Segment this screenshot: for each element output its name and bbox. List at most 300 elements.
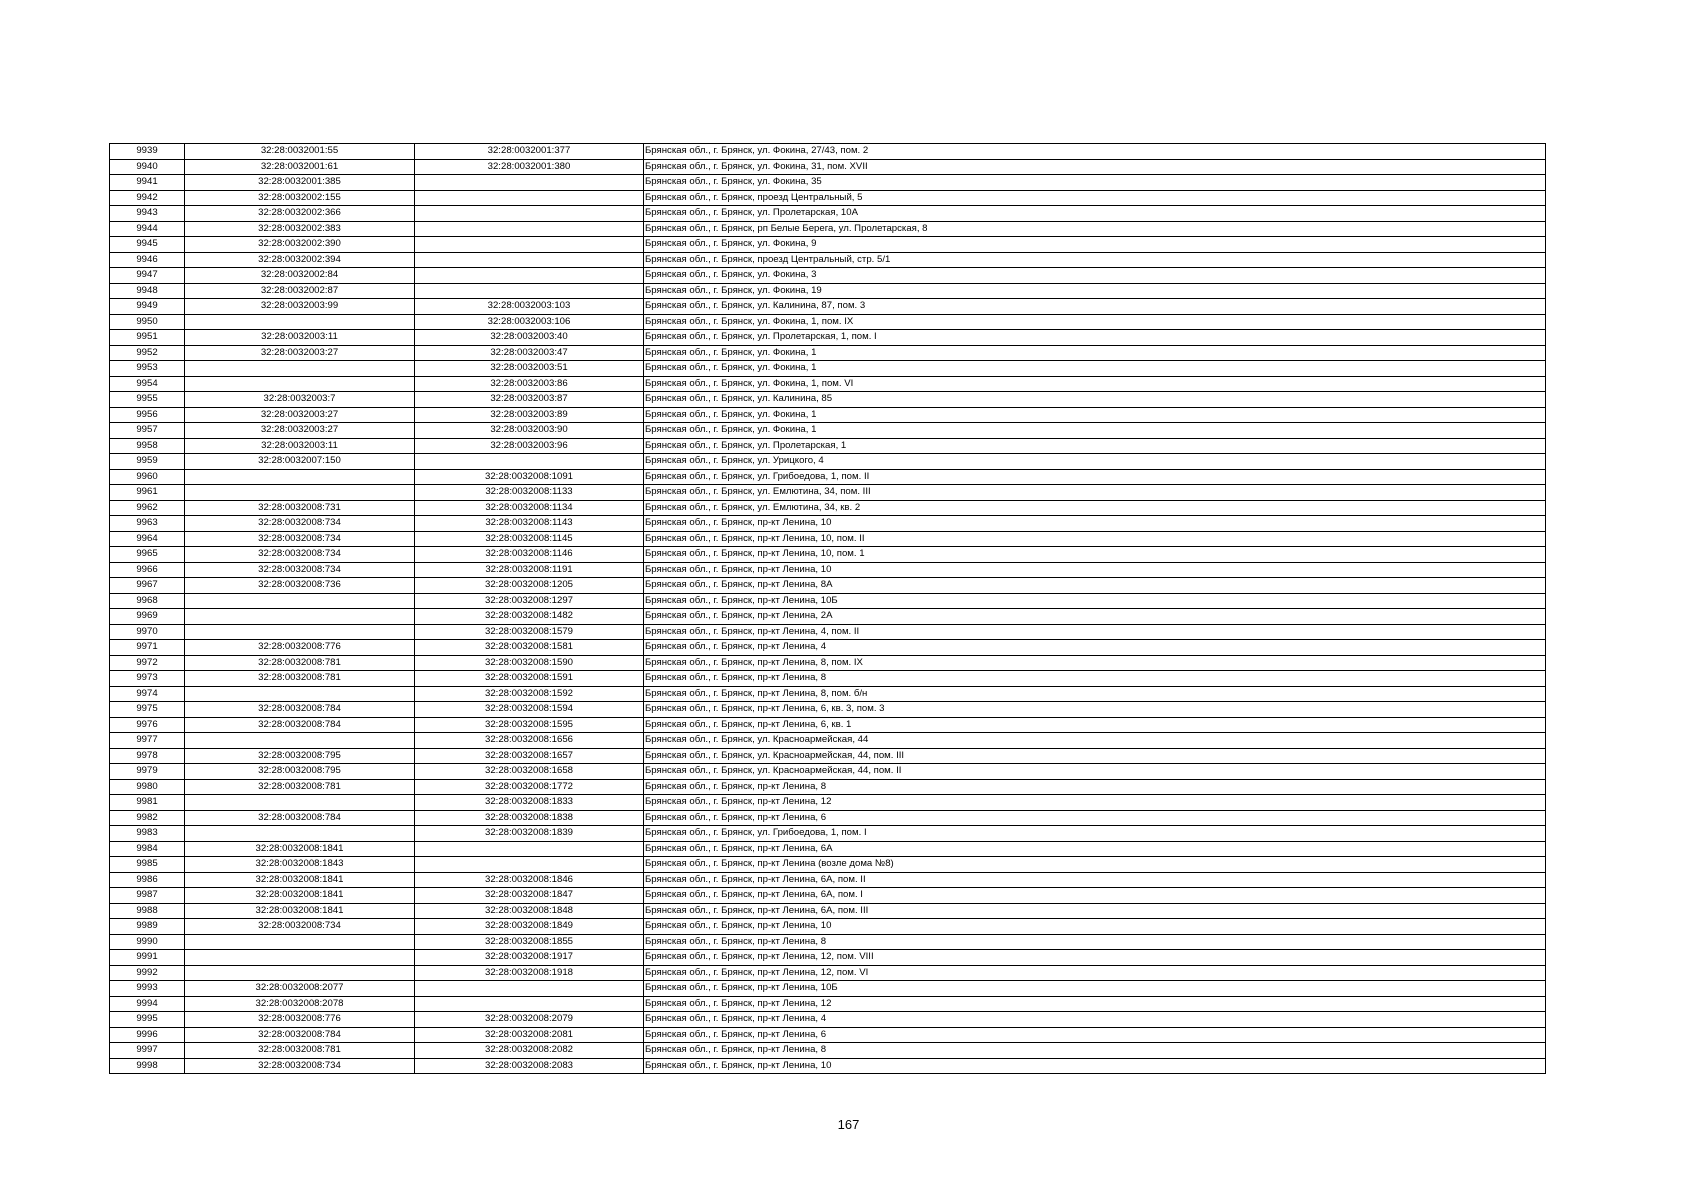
object-cadastral-number-cell: 32:28:0032001:377 [415,144,644,160]
object-cadastral-number-cell [415,857,644,873]
object-cadastral-number-cell: 32:28:0032008:1917 [415,950,644,966]
address-cell: Брянская обл., г. Брянск, пр-кт Ленина, 10 [644,1058,1546,1074]
parent-cadastral-number-cell [185,314,415,330]
address-cell: Брянская обл., г. Брянск, ул. Фокина, 1, пом. VI [644,376,1546,392]
object-cadastral-number-cell: 32:28:0032008:1143 [415,516,644,532]
address-cell: Брянская обл., г. Брянск, пр-кт Ленина (возле дома №8) [644,857,1546,873]
address-cell: Брянская обл., г. Брянск, ул. Красноармейская, 44, пом. III [644,748,1546,764]
table-row [110,888,1546,904]
parent-cadastral-number-cell: 32:28:0032008:1843 [185,857,415,873]
table-row [110,237,1546,253]
row-number-cell: 9978 [110,748,185,764]
object-cadastral-number-cell: 32:28:0032008:1145 [415,531,644,547]
address-cell: Брянская обл., г. Брянск, пр-кт Ленина, 6, кв. 1 [644,717,1546,733]
parent-cadastral-number-cell: 32:28:0032001:55 [185,144,415,160]
row-number-cell: 9966 [110,562,185,578]
parent-cadastral-number-cell [185,624,415,640]
table-row [110,485,1546,501]
table-row [110,531,1546,547]
object-cadastral-number-cell: 32:28:0032008:1133 [415,485,644,501]
object-cadastral-number-cell: 32:28:0032008:1581 [415,640,644,656]
table-row [110,175,1546,191]
table-row [110,361,1546,377]
address-cell: Брянская обл., г. Брянск, ул. Фокина, 1, пом. IX [644,314,1546,330]
object-cadastral-number-cell: 32:28:0032008:1482 [415,609,644,625]
table-row [110,996,1546,1012]
address-cell: Брянская обл., г. Брянск, пр-кт Ленина, 10Б [644,981,1546,997]
row-number-cell: 9942 [110,190,185,206]
row-number-cell: 9962 [110,500,185,516]
row-number-cell: 9961 [110,485,185,501]
address-cell: Брянская обл., г. Брянск, пр-кт Ленина, 10 [644,919,1546,935]
parent-cadastral-number-cell [185,950,415,966]
row-number-cell: 9974 [110,686,185,702]
table-row [110,283,1546,299]
table-row [110,206,1546,222]
table-row [110,764,1546,780]
parent-cadastral-number-cell: 32:28:0032008:734 [185,562,415,578]
address-cell: Брянская обл., г. Брянск, пр-кт Ленина, 12 [644,996,1546,1012]
row-number-cell: 9996 [110,1027,185,1043]
table-row [110,438,1546,454]
row-number-cell: 9990 [110,934,185,950]
address-cell: Брянская обл., г. Брянск, ул. Фокина, 1 [644,423,1546,439]
table-row [110,655,1546,671]
address-cell: Брянская обл., г. Брянск, пр-кт Ленина, 4 [644,1012,1546,1028]
object-cadastral-number-cell: 32:28:0032001:380 [415,159,644,175]
table-row [110,190,1546,206]
parent-cadastral-number-cell [185,686,415,702]
row-number-cell: 9977 [110,733,185,749]
row-number-cell: 9952 [110,345,185,361]
parent-cadastral-number-cell [185,609,415,625]
object-cadastral-number-cell: 32:28:0032003:103 [415,299,644,315]
row-number-cell: 9957 [110,423,185,439]
parent-cadastral-number-cell: 32:28:0032002:383 [185,221,415,237]
table-row [110,1058,1546,1074]
table-row [110,965,1546,981]
row-number-cell: 9951 [110,330,185,346]
table-row [110,702,1546,718]
table-row [110,392,1546,408]
row-number-cell: 9945 [110,237,185,253]
address-cell: Брянская обл., г. Брянск, ул. Фокина, 27/43, пом. 2 [644,144,1546,160]
parent-cadastral-number-cell: 32:28:0032008:1841 [185,872,415,888]
address-cell: Брянская обл., г. Брянск, пр-кт Ленина, 10, пом. 1 [644,547,1546,563]
address-cell: Брянская обл., г. Брянск, ул. Пролетарская, 1, пом. I [644,330,1546,346]
object-cadastral-number-cell: 32:28:0032008:1855 [415,934,644,950]
object-cadastral-number-cell [415,221,644,237]
object-cadastral-number-cell: 32:28:0032008:2081 [415,1027,644,1043]
table-row [110,268,1546,284]
address-cell: Брянская обл., г. Брянск, пр-кт Ленина, 6А, пом. I [644,888,1546,904]
parent-cadastral-number-cell: 32:28:0032003:7 [185,392,415,408]
object-cadastral-number-cell: 32:28:0032008:1205 [415,578,644,594]
address-cell: Брянская обл., г. Брянск, пр-кт Ленина, 4 [644,640,1546,656]
parent-cadastral-number-cell: 32:28:0032008:795 [185,764,415,780]
address-cell: Брянская обл., г. Брянск, пр-кт Ленина, 8 [644,934,1546,950]
parent-cadastral-number-cell: 32:28:0032008:781 [185,779,415,795]
parent-cadastral-number-cell: 32:28:0032008:734 [185,516,415,532]
object-cadastral-number-cell [415,841,644,857]
address-cell: Брянская обл., г. Брянск, ул. Фокина, 1 [644,407,1546,423]
row-number-cell: 9949 [110,299,185,315]
parent-cadastral-number-cell: 32:28:0032008:2078 [185,996,415,1012]
parent-cadastral-number-cell: 32:28:0032008:1841 [185,903,415,919]
parent-cadastral-number-cell: 32:28:0032003:27 [185,345,415,361]
table-row [110,640,1546,656]
table-row [110,330,1546,346]
object-cadastral-number-cell: 32:28:0032008:1297 [415,593,644,609]
object-cadastral-number-cell: 32:28:0032003:96 [415,438,644,454]
object-cadastral-number-cell [415,996,644,1012]
object-cadastral-number-cell [415,252,644,268]
row-number-cell: 9985 [110,857,185,873]
row-number-cell: 9968 [110,593,185,609]
object-cadastral-number-cell: 32:28:0032008:1579 [415,624,644,640]
object-cadastral-number-cell: 32:28:0032008:1091 [415,469,644,485]
parent-cadastral-number-cell [185,934,415,950]
row-number-cell: 9982 [110,810,185,826]
row-number-cell: 9947 [110,268,185,284]
address-cell: Брянская обл., г. Брянск, пр-кт Ленина, 8, пом. б/н [644,686,1546,702]
address-cell: Брянская обл., г. Брянск, пр-кт Ленина, 6А [644,841,1546,857]
row-number-cell: 9939 [110,144,185,160]
object-cadastral-number-cell: 32:28:0032008:1846 [415,872,644,888]
table-row [110,1027,1546,1043]
row-number-cell: 9958 [110,438,185,454]
address-cell: Брянская обл., г. Брянск, пр-кт Ленина, 10Б [644,593,1546,609]
parent-cadastral-number-cell: 32:28:0032008:795 [185,748,415,764]
row-number-cell: 9980 [110,779,185,795]
row-number-cell: 9987 [110,888,185,904]
address-cell: Брянская обл., г. Брянск, пр-кт Ленина, 12 [644,795,1546,811]
row-number-cell: 9964 [110,531,185,547]
row-number-cell: 9969 [110,609,185,625]
table-row [110,624,1546,640]
object-cadastral-number-cell: 32:28:0032003:87 [415,392,644,408]
object-cadastral-number-cell: 32:28:0032008:1847 [415,888,644,904]
object-cadastral-number-cell: 32:28:0032008:1592 [415,686,644,702]
parent-cadastral-number-cell: 32:28:0032002:87 [185,283,415,299]
row-number-cell: 9975 [110,702,185,718]
object-cadastral-number-cell: 32:28:0032003:51 [415,361,644,377]
address-cell: Брянская обл., г. Брянск, пр-кт Ленина, 12, пом. VI [644,965,1546,981]
address-cell: Брянская обл., г. Брянск, ул. Емлютина, 34, пом. III [644,485,1546,501]
address-cell: Брянская обл., г. Брянск, пр-кт Ленина, 6 [644,1027,1546,1043]
object-cadastral-number-cell [415,237,644,253]
parent-cadastral-number-cell: 32:28:0032008:776 [185,640,415,656]
row-number-cell: 9946 [110,252,185,268]
row-number-cell: 9954 [110,376,185,392]
address-cell: Брянская обл., г. Брянск, рп Белые Берега, ул. Пролетарская, 8 [644,221,1546,237]
address-cell: Брянская обл., г. Брянск, пр-кт Ленина, 12, пом. VIII [644,950,1546,966]
row-number-cell: 9943 [110,206,185,222]
row-number-cell: 9991 [110,950,185,966]
parent-cadastral-number-cell: 32:28:0032008:734 [185,547,415,563]
address-cell: Брянская обл., г. Брянск, ул. Грибоедова, 1, пом. I [644,826,1546,842]
row-number-cell: 9973 [110,671,185,687]
table-row [110,748,1546,764]
row-number-cell: 9940 [110,159,185,175]
row-number-cell: 9956 [110,407,185,423]
row-number-cell: 9959 [110,454,185,470]
object-cadastral-number-cell: 32:28:0032008:1656 [415,733,644,749]
parent-cadastral-number-cell: 32:28:0032008:1841 [185,888,415,904]
object-cadastral-number-cell: 32:28:0032008:2083 [415,1058,644,1074]
parent-cadastral-number-cell: 32:28:0032003:11 [185,438,415,454]
object-cadastral-number-cell: 32:28:0032008:1918 [415,965,644,981]
parent-cadastral-number-cell: 32:28:0032008:736 [185,578,415,594]
row-number-cell: 9955 [110,392,185,408]
parent-cadastral-number-cell [185,733,415,749]
registry-table [109,143,1546,1074]
object-cadastral-number-cell [415,206,644,222]
object-cadastral-number-cell: 32:28:0032003:40 [415,330,644,346]
parent-cadastral-number-cell: 32:28:0032008:784 [185,1027,415,1043]
page-number: 167 [837,1117,860,1132]
table-row [110,221,1546,237]
parent-cadastral-number-cell: 32:28:0032008:731 [185,500,415,516]
row-number-cell: 9950 [110,314,185,330]
object-cadastral-number-cell: 32:28:0032008:1146 [415,547,644,563]
object-cadastral-number-cell: 32:28:0032008:1838 [415,810,644,826]
parent-cadastral-number-cell: 32:28:0032008:776 [185,1012,415,1028]
row-number-cell: 9997 [110,1043,185,1059]
parent-cadastral-number-cell: 32:28:0032001:61 [185,159,415,175]
table-row [110,857,1546,873]
table-row [110,981,1546,997]
object-cadastral-number-cell: 32:28:0032003:86 [415,376,644,392]
table-row [110,686,1546,702]
address-cell: Брянская обл., г. Брянск, ул. Калинина, 87, пом. 3 [644,299,1546,315]
object-cadastral-number-cell: 32:28:0032008:2079 [415,1012,644,1028]
parent-cadastral-number-cell: 32:28:0032008:784 [185,702,415,718]
parent-cadastral-number-cell: 32:28:0032008:734 [185,531,415,547]
parent-cadastral-number-cell: 32:28:0032008:784 [185,810,415,826]
table-row [110,407,1546,423]
parent-cadastral-number-cell [185,826,415,842]
table-row [110,578,1546,594]
address-cell: Брянская обл., г. Брянск, пр-кт Ленина, 8 [644,1043,1546,1059]
object-cadastral-number-cell: 32:28:0032008:1772 [415,779,644,795]
parent-cadastral-number-cell: 32:28:0032002:84 [185,268,415,284]
table-row [110,779,1546,795]
parent-cadastral-number-cell [185,376,415,392]
object-cadastral-number-cell [415,283,644,299]
object-cadastral-number-cell: 32:28:0032003:47 [415,345,644,361]
table-row [110,500,1546,516]
table-row [110,826,1546,842]
address-cell: Брянская обл., г. Брянск, пр-кт Ленина, 10, пом. II [644,531,1546,547]
address-cell: Брянская обл., г. Брянск, ул. Фокина, 9 [644,237,1546,253]
address-cell: Брянская обл., г. Брянск, ул. Фокина, 1 [644,361,1546,377]
object-cadastral-number-cell: 32:28:0032008:1839 [415,826,644,842]
row-number-cell: 9992 [110,965,185,981]
address-cell: Брянская обл., г. Брянск, пр-кт Ленина, 6 [644,810,1546,826]
address-cell: Брянская обл., г. Брянск, ул. Грибоедова, 1, пом. II [644,469,1546,485]
address-cell: Брянская обл., г. Брянск, пр-кт Ленина, 8А [644,578,1546,594]
object-cadastral-number-cell: 32:28:0032003:106 [415,314,644,330]
table-row [110,314,1546,330]
parent-cadastral-number-cell: 32:28:0032008:784 [185,717,415,733]
object-cadastral-number-cell: 32:28:0032008:1658 [415,764,644,780]
parent-cadastral-number-cell: 32:28:0032002:394 [185,252,415,268]
address-cell: Брянская обл., г. Брянск, ул. Красноармейская, 44 [644,733,1546,749]
parent-cadastral-number-cell: 32:28:0032008:781 [185,655,415,671]
row-number-cell: 9995 [110,1012,185,1028]
object-cadastral-number-cell: 32:28:0032003:90 [415,423,644,439]
parent-cadastral-number-cell [185,485,415,501]
row-number-cell: 9960 [110,469,185,485]
parent-cadastral-number-cell: 32:28:0032002:390 [185,237,415,253]
object-cadastral-number-cell: 32:28:0032003:89 [415,407,644,423]
table-row [110,919,1546,935]
address-cell: Брянская обл., г. Брянск, ул. Калинина, 85 [644,392,1546,408]
address-cell: Брянская обл., г. Брянск, ул. Фокина, 1 [644,345,1546,361]
table-row [110,872,1546,888]
table-row [110,562,1546,578]
row-number-cell: 9970 [110,624,185,640]
address-cell: Брянская обл., г. Брянск, ул. Фокина, 31, пом. XVII [644,159,1546,175]
parent-cadastral-number-cell: 32:28:0032008:1841 [185,841,415,857]
row-number-cell: 9953 [110,361,185,377]
parent-cadastral-number-cell: 32:28:0032008:781 [185,1043,415,1059]
row-number-cell: 9984 [110,841,185,857]
parent-cadastral-number-cell [185,965,415,981]
object-cadastral-number-cell: 32:28:0032008:1595 [415,717,644,733]
address-cell: Брянская обл., г. Брянск, ул. Фокина, 35 [644,175,1546,191]
address-cell: Брянская обл., г. Брянск, проезд Центральный, 5 [644,190,1546,206]
parent-cadastral-number-cell: 32:28:0032003:27 [185,423,415,439]
parent-cadastral-number-cell [185,795,415,811]
address-cell: Брянская обл., г. Брянск, ул. Красноармейская, 44, пом. II [644,764,1546,780]
row-number-cell: 9963 [110,516,185,532]
object-cadastral-number-cell: 32:28:0032008:1594 [415,702,644,718]
address-cell: Брянская обл., г. Брянск, пр-кт Ленина, 6А, пом. II [644,872,1546,888]
address-cell: Брянская обл., г. Брянск, пр-кт Ленина, 10 [644,562,1546,578]
address-cell: Брянская обл., г. Брянск, пр-кт Ленина, 2А [644,609,1546,625]
table-row [110,903,1546,919]
table-row [110,376,1546,392]
address-cell: Брянская обл., г. Брянск, пр-кт Ленина, 8 [644,779,1546,795]
table-row [110,1012,1546,1028]
table-row [110,345,1546,361]
address-cell: Брянская обл., г. Брянск, ул. Фокина, 19 [644,283,1546,299]
address-cell: Брянская обл., г. Брянск, пр-кт Ленина, 4, пом. II [644,624,1546,640]
table-row [110,795,1546,811]
table-row [110,934,1546,950]
address-cell: Брянская обл., г. Брянск, пр-кт Ленина, 6А, пом. III [644,903,1546,919]
table-row [110,516,1546,532]
row-number-cell: 9988 [110,903,185,919]
row-number-cell: 9979 [110,764,185,780]
parent-cadastral-number-cell: 32:28:0032007:150 [185,454,415,470]
table-row [110,469,1546,485]
row-number-cell: 9998 [110,1058,185,1074]
table-row [110,252,1546,268]
address-cell: Брянская обл., г. Брянск, ул. Пролетарская, 10А [644,206,1546,222]
parent-cadastral-number-cell [185,361,415,377]
address-cell: Брянская обл., г. Брянск, пр-кт Ленина, 8 [644,671,1546,687]
table-row [110,299,1546,315]
row-number-cell: 9941 [110,175,185,191]
table-row [110,1043,1546,1059]
row-number-cell: 9965 [110,547,185,563]
row-number-cell: 9971 [110,640,185,656]
object-cadastral-number-cell [415,454,644,470]
table-row [110,671,1546,687]
parent-cadastral-number-cell [185,593,415,609]
parent-cadastral-number-cell: 32:28:0032001:385 [185,175,415,191]
row-number-cell: 9972 [110,655,185,671]
table-row [110,950,1546,966]
parent-cadastral-number-cell [185,469,415,485]
row-number-cell: 9993 [110,981,185,997]
object-cadastral-number-cell [415,981,644,997]
object-cadastral-number-cell: 32:28:0032008:1833 [415,795,644,811]
parent-cadastral-number-cell: 32:28:0032002:155 [185,190,415,206]
address-cell: Брянская обл., г. Брянск, пр-кт Ленина, 8, пом. IX [644,655,1546,671]
address-cell: Брянская обл., г. Брянск, ул. Урицкого, 4 [644,454,1546,470]
table-row [110,423,1546,439]
object-cadastral-number-cell: 32:28:0032008:1134 [415,500,644,516]
row-number-cell: 9994 [110,996,185,1012]
address-cell: Брянская обл., г. Брянск, ул. Емлютина, 34, кв. 2 [644,500,1546,516]
object-cadastral-number-cell: 32:28:0032008:1191 [415,562,644,578]
table-row [110,810,1546,826]
table-row [110,717,1546,733]
address-cell: Брянская обл., г. Брянск, проезд Центральный, стр. 5/1 [644,252,1546,268]
parent-cadastral-number-cell: 32:28:0032008:734 [185,1058,415,1074]
table-row [110,593,1546,609]
table-row [110,733,1546,749]
table-row [110,144,1546,160]
row-number-cell: 9981 [110,795,185,811]
row-number-cell: 9986 [110,872,185,888]
object-cadastral-number-cell [415,175,644,191]
object-cadastral-number-cell [415,268,644,284]
object-cadastral-number-cell: 32:28:0032008:1848 [415,903,644,919]
table-row [110,609,1546,625]
object-cadastral-number-cell: 32:28:0032008:1590 [415,655,644,671]
parent-cadastral-number-cell: 32:28:0032008:734 [185,919,415,935]
parent-cadastral-number-cell: 32:28:0032002:366 [185,206,415,222]
parent-cadastral-number-cell: 32:28:0032003:11 [185,330,415,346]
parent-cadastral-number-cell: 32:28:0032008:2077 [185,981,415,997]
row-number-cell: 9983 [110,826,185,842]
parent-cadastral-number-cell: 32:28:0032008:781 [185,671,415,687]
table-row [110,547,1546,563]
row-number-cell: 9989 [110,919,185,935]
address-cell: Брянская обл., г. Брянск, пр-кт Ленина, 6, кв. 3, пом. 3 [644,702,1546,718]
object-cadastral-number-cell [415,190,644,206]
row-number-cell: 9944 [110,221,185,237]
address-cell: Брянская обл., г. Брянск, ул. Пролетарская, 1 [644,438,1546,454]
table-row [110,841,1546,857]
object-cadastral-number-cell: 32:28:0032008:1657 [415,748,644,764]
object-cadastral-number-cell: 32:28:0032008:1591 [415,671,644,687]
row-number-cell: 9948 [110,283,185,299]
row-number-cell: 9967 [110,578,185,594]
parent-cadastral-number-cell: 32:28:0032003:27 [185,407,415,423]
object-cadastral-number-cell: 32:28:0032008:2082 [415,1043,644,1059]
table-row [110,454,1546,470]
row-number-cell: 9976 [110,717,185,733]
parent-cadastral-number-cell: 32:28:0032003:99 [185,299,415,315]
table-row [110,159,1546,175]
object-cadastral-number-cell: 32:28:0032008:1849 [415,919,644,935]
